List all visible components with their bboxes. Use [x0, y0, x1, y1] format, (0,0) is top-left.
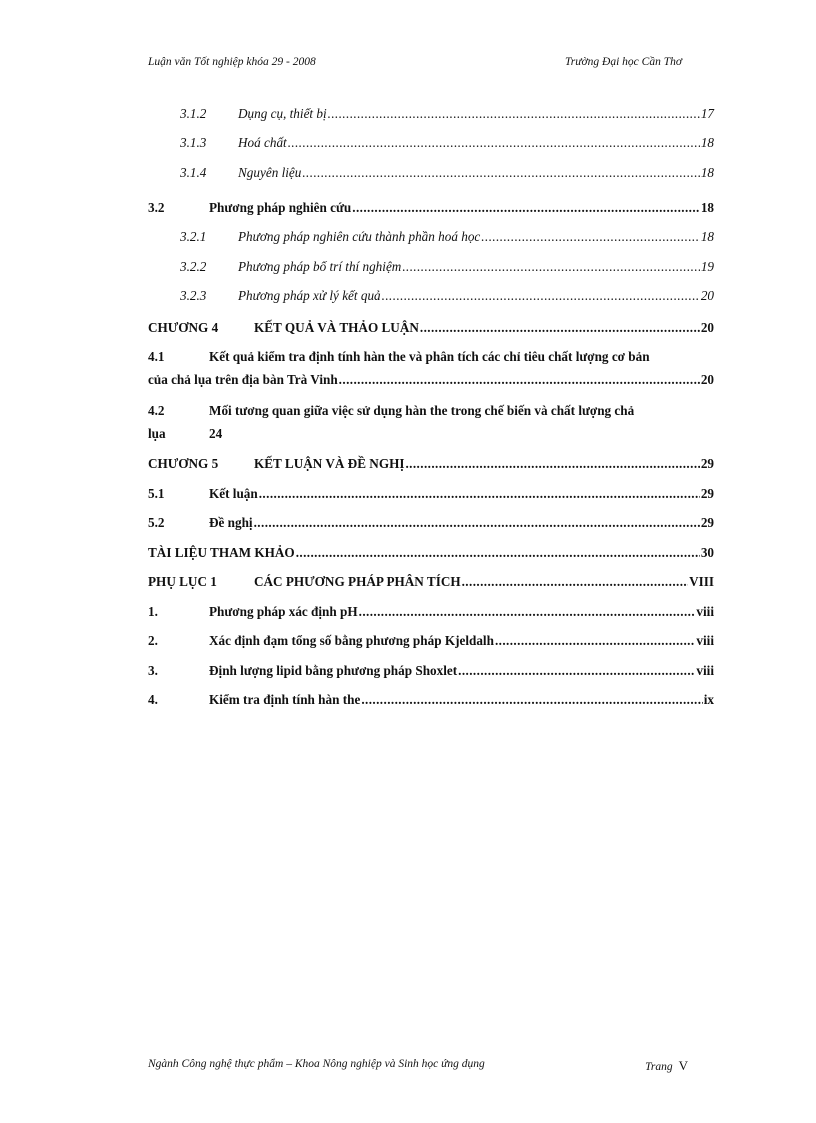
toc-page: 18	[700, 165, 714, 180]
toc-title-line-1: Mối tương quan giữa việc sử dụng hàn the trong chế biến và chất lượng chả	[209, 403, 635, 418]
toc-number: PHỤ LỤC 1	[148, 574, 217, 589]
toc-leader	[462, 572, 688, 592]
toc-leader	[339, 370, 700, 390]
toc-page: VIII	[689, 574, 714, 589]
toc-leader	[254, 513, 700, 533]
toc-page: 29	[700, 456, 714, 471]
toc-number: CHƯƠNG 5	[148, 456, 219, 471]
toc-entry-3-2[interactable]	[148, 198, 714, 218]
toc-page: viii	[696, 663, 714, 678]
toc-number: 3.1.2	[180, 106, 207, 121]
toc-title: Phương pháp bố trí thí nghiệm	[238, 259, 402, 274]
toc-entry-references[interactable]	[148, 543, 714, 563]
toc-title-line-2: của chả lụa trên địa bàn Trà Vinh	[148, 372, 338, 387]
toc-number: 1.	[148, 604, 158, 619]
toc-title: Đề nghị	[209, 515, 253, 530]
header-university: Trường Đại học Cần Thơ	[565, 56, 682, 68]
toc-title: Hoá chất	[238, 135, 287, 150]
toc-number: 5.1	[148, 486, 165, 501]
footer-page-number	[645, 1058, 688, 1074]
toc-title: Kiểm tra định tính hàn the	[209, 692, 361, 707]
toc-leader	[402, 257, 699, 277]
toc-entry-appendix-1-4[interactable]	[148, 690, 714, 710]
toc-number: 3.	[148, 663, 158, 678]
toc-entry-appendix-1[interactable]	[148, 572, 714, 592]
toc-leader	[361, 690, 702, 710]
toc-number: 4.	[148, 692, 158, 707]
toc-page: 18	[700, 229, 714, 244]
page-footer	[148, 1058, 688, 1078]
toc-leader	[328, 104, 700, 124]
toc-entry-chapter-4[interactable]	[148, 318, 714, 338]
toc-title: Kết luận	[209, 486, 258, 501]
toc-title: CÁC PHƯƠNG PHÁP PHÂN TÍCH	[254, 574, 461, 589]
toc-entry-chapter-5[interactable]	[148, 454, 714, 474]
header-thesis-title: Luận văn Tốt nghiệp khóa 29 - 2008	[148, 56, 316, 68]
toc-page: 19	[700, 259, 714, 274]
toc-entry-appendix-1-1[interactable]	[148, 602, 714, 622]
footer-faculty: Ngành Công nghệ thực phẩm – Khoa Nông nghiệp và Sinh học ứng dụng	[148, 1058, 485, 1070]
page-header	[148, 56, 688, 76]
toc-entry-3-1-3[interactable]	[148, 133, 714, 153]
toc-number: 3.2.2	[180, 259, 207, 274]
toc-title: Phương pháp nghiên cứu	[209, 200, 352, 215]
toc-page: viii	[696, 604, 714, 619]
toc-page: 29	[700, 486, 714, 501]
toc-leader	[382, 286, 700, 306]
toc-title: Nguyên liệu	[238, 165, 302, 180]
toc-number: 3.2	[148, 200, 165, 215]
toc-page: 18	[700, 135, 714, 150]
toc-page: 30	[700, 545, 714, 560]
toc-title: Xác định đạm tổng số bằng phương pháp Kjeldalh	[209, 633, 494, 648]
toc-number: 3.1.4	[180, 165, 207, 180]
toc-leader	[405, 454, 699, 474]
toc-entry-5-2[interactable]	[148, 513, 714, 533]
toc-leader	[296, 543, 700, 563]
toc-page: 20	[700, 320, 714, 335]
toc-page: 18	[700, 200, 714, 215]
toc-number: 3.2.3	[180, 288, 207, 303]
toc-entry-3-2-2[interactable]	[148, 257, 714, 277]
toc-title: Phương pháp xử lý kết quả	[238, 288, 381, 303]
toc-number: 4.1	[148, 349, 165, 364]
toc-page: viii	[696, 633, 714, 648]
toc-entry-3-2-1[interactable]	[148, 227, 714, 247]
toc-title: Phương pháp nghiên cứu thành phần hoá học	[238, 229, 481, 244]
toc-entry-4-1[interactable]	[148, 347, 714, 390]
toc-title-line-2: lụa	[148, 426, 166, 441]
toc-title: KẾT LUẬN VÀ ĐỀ NGHỊ	[254, 456, 405, 471]
footer-page-value: V	[678, 1058, 688, 1073]
toc-title: KẾT QUẢ VÀ THẢO LUẬN	[254, 320, 419, 335]
toc-entry-4-2[interactable]	[148, 401, 714, 444]
toc-number: 3.2.1	[180, 229, 207, 244]
toc-page: 29	[700, 515, 714, 530]
toc-number: 4.2	[148, 403, 165, 418]
toc-title: Phương pháp xác định pH	[209, 604, 358, 619]
toc-title: Dụng cụ, thiết bị	[238, 106, 327, 121]
toc-leader	[481, 227, 700, 247]
toc-title: Định lượng lipid bằng phương pháp Shoxlet	[209, 663, 458, 678]
toc-number: CHƯƠNG 4	[148, 320, 219, 335]
toc-leader	[359, 602, 696, 622]
toc-entry-3-2-3[interactable]	[148, 286, 714, 306]
toc-leader	[458, 661, 695, 681]
toc-page: 17	[700, 106, 714, 121]
toc-number: 3.1.3	[180, 135, 207, 150]
toc-number: 2.	[148, 633, 158, 648]
toc-page: 20	[700, 372, 714, 387]
toc-leader	[288, 133, 700, 153]
footer-page-label: Trang	[645, 1061, 673, 1073]
toc-title-line-1: Kết quả kiểm tra định tính hàn the và phân tích các chỉ tiêu chất lượng cơ bản	[209, 349, 650, 364]
toc-leader	[495, 631, 695, 651]
toc-leader	[420, 318, 700, 338]
toc-title: TÀI LIỆU THAM KHẢO	[148, 545, 295, 560]
toc-page: ix	[703, 692, 714, 707]
toc-leader	[259, 484, 700, 504]
toc-entry-3-1-4[interactable]	[148, 163, 714, 183]
toc-leader	[352, 198, 700, 218]
toc-page: 20	[700, 288, 714, 303]
toc-number: 5.2	[148, 515, 165, 530]
toc-entry-appendix-1-2[interactable]	[148, 631, 714, 651]
toc-entry-3-1-2[interactable]	[148, 104, 714, 124]
toc-leader	[302, 163, 699, 183]
toc-entry-5-1[interactable]	[148, 484, 714, 504]
toc-entry-appendix-1-3[interactable]	[148, 661, 714, 681]
toc-page: 24	[209, 426, 223, 441]
